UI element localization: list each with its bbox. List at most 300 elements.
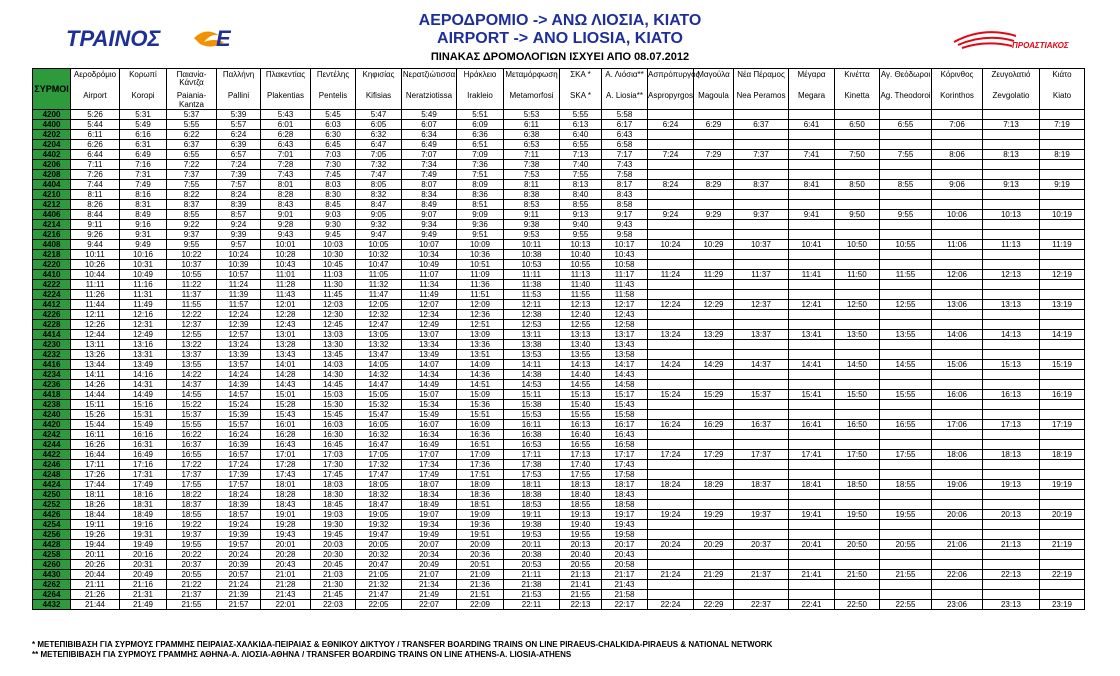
departure-time: 18:53 xyxy=(504,500,560,510)
departure-time: 9:07 xyxy=(402,210,457,220)
departure-time: 17:36 xyxy=(457,460,504,470)
departure-time: 6:34 xyxy=(402,130,457,140)
departure-time: 22:37 xyxy=(734,600,789,610)
departure-time xyxy=(835,550,880,560)
departure-time: 6:55 xyxy=(167,150,217,160)
departure-time xyxy=(835,200,880,210)
departure-time: 18:32 xyxy=(356,490,402,500)
departure-time: 17:47 xyxy=(356,470,402,480)
departure-time xyxy=(734,370,789,380)
departure-time xyxy=(694,170,734,180)
departure-time xyxy=(835,160,880,170)
departure-time xyxy=(835,230,880,240)
departure-time xyxy=(789,550,835,560)
departure-time: 11:06 xyxy=(932,240,983,250)
departure-time: 18:30 xyxy=(311,490,356,500)
departure-time: 9:53 xyxy=(504,230,560,240)
station-name-greek: Νέα Πέραμος xyxy=(737,70,785,79)
table-row xyxy=(33,240,1085,250)
train-number: 4214 xyxy=(33,220,71,230)
departure-time: 14:22 xyxy=(167,370,217,380)
train-number: 4420 xyxy=(33,420,71,430)
departure-time: 17:24 xyxy=(217,460,261,470)
departure-time: 13:50 xyxy=(835,330,880,340)
departure-time: 15:05 xyxy=(356,390,402,400)
departure-time xyxy=(983,290,1040,300)
departure-time xyxy=(694,410,734,420)
departure-time: 21:24 xyxy=(648,570,694,580)
departure-time: 18:37 xyxy=(167,500,217,510)
train-number: 4404 xyxy=(33,180,71,190)
departure-time: 11:01 xyxy=(261,270,311,280)
departure-time: 15:36 xyxy=(457,400,504,410)
departure-time xyxy=(648,460,694,470)
departure-time: 7:57 xyxy=(217,180,261,190)
departure-time: 14:13 xyxy=(983,330,1040,340)
departure-time: 13:13 xyxy=(560,330,602,340)
departure-time: 8:22 xyxy=(167,190,217,200)
departure-time: 19:58 xyxy=(602,530,648,540)
departure-time xyxy=(648,190,694,200)
departure-time: 12:32 xyxy=(356,310,402,320)
departure-time xyxy=(648,490,694,500)
table-row xyxy=(33,340,1085,350)
departure-time: 12:13 xyxy=(983,270,1040,280)
departure-time: 12:17 xyxy=(602,300,648,310)
departure-time: 18:49 xyxy=(402,500,457,510)
departure-time: 21:30 xyxy=(311,580,356,590)
station-name-greek: Ασπρόπυργος xyxy=(648,70,700,79)
departure-time: 8:55 xyxy=(880,180,932,190)
station-name-english: Nea Peramos xyxy=(736,91,786,100)
departure-time: 12:37 xyxy=(734,300,789,310)
departure-time xyxy=(932,350,983,360)
departure-time: 6:41 xyxy=(789,120,835,130)
departure-time: 14:03 xyxy=(311,360,356,370)
departure-time: 20:17 xyxy=(602,540,648,550)
train-number: 4236 xyxy=(33,380,71,390)
table-row xyxy=(33,280,1085,290)
departure-time: 21:50 xyxy=(835,570,880,580)
departure-time: 7:45 xyxy=(311,170,356,180)
departure-time: 13:16 xyxy=(120,340,167,350)
departure-time xyxy=(734,470,789,480)
departure-time: 15:22 xyxy=(167,400,217,410)
departure-time xyxy=(1040,220,1085,230)
departure-time xyxy=(648,320,694,330)
departure-time: 12:44 xyxy=(71,330,120,340)
departure-time: 17:19 xyxy=(1040,420,1085,430)
departure-time xyxy=(932,530,983,540)
departure-time: 16:50 xyxy=(835,420,880,430)
departure-time: 22:41 xyxy=(789,600,835,610)
departure-time: 19:05 xyxy=(356,510,402,520)
departure-time: 9:58 xyxy=(602,230,648,240)
departure-time xyxy=(880,460,932,470)
departure-time: 21:55 xyxy=(880,570,932,580)
departure-time: 7:22 xyxy=(167,160,217,170)
departure-time xyxy=(835,460,880,470)
table-row xyxy=(33,250,1085,260)
departure-time: 13:32 xyxy=(356,340,402,350)
departure-time xyxy=(880,280,932,290)
departure-time: 21:49 xyxy=(120,600,167,610)
train-number: 4410 xyxy=(33,270,71,280)
departure-time: 10:19 xyxy=(1040,210,1085,220)
table-row xyxy=(33,350,1085,360)
departure-time: 9:09 xyxy=(457,210,504,220)
departure-time: 8:44 xyxy=(71,210,120,220)
departure-time xyxy=(1040,560,1085,570)
departure-time xyxy=(932,110,983,120)
departure-time: 17:30 xyxy=(311,460,356,470)
departure-time xyxy=(1040,260,1085,270)
departure-time: 20:22 xyxy=(167,550,217,560)
departure-time: 16:40 xyxy=(560,430,602,440)
departure-time: 11:07 xyxy=(402,270,457,280)
departure-time xyxy=(734,380,789,390)
departure-time: 20:53 xyxy=(504,560,560,570)
station-name-greek: Μεταμόρφωση xyxy=(505,70,558,79)
departure-time: 22:19 xyxy=(1040,570,1085,580)
departure-time xyxy=(983,280,1040,290)
departure-time: 10:55 xyxy=(560,260,602,270)
departure-time: 9:26 xyxy=(71,230,120,240)
departure-time: 16:13 xyxy=(560,420,602,430)
departure-time xyxy=(983,430,1040,440)
departure-time: 13:13 xyxy=(983,300,1040,310)
column-header-station xyxy=(167,69,217,110)
departure-time xyxy=(880,170,932,180)
departure-time: 9:05 xyxy=(356,210,402,220)
departure-time: 12:49 xyxy=(402,320,457,330)
departure-time xyxy=(648,580,694,590)
departure-time: 8:37 xyxy=(167,200,217,210)
departure-time: 19:24 xyxy=(648,510,694,520)
departure-time: 18:19 xyxy=(1040,450,1085,460)
departure-time: 17:17 xyxy=(602,450,648,460)
departure-time: 17:43 xyxy=(602,460,648,470)
departure-time xyxy=(789,490,835,500)
departure-time: 9:32 xyxy=(356,220,402,230)
departure-time: 9:49 xyxy=(402,230,457,240)
departure-time xyxy=(734,560,789,570)
departure-time xyxy=(789,170,835,180)
departure-time: 11:38 xyxy=(504,280,560,290)
departure-time: 12:19 xyxy=(1040,270,1085,280)
departure-time: 18:11 xyxy=(504,480,560,490)
departure-time xyxy=(880,560,932,570)
departure-time: 10:47 xyxy=(356,260,402,270)
departure-time: 13:11 xyxy=(504,330,560,340)
departure-time: 10:30 xyxy=(311,250,356,260)
departure-time xyxy=(734,430,789,440)
train-number: 4432 xyxy=(33,600,71,610)
departure-time xyxy=(648,220,694,230)
departure-time xyxy=(789,500,835,510)
departure-time: 19:13 xyxy=(560,510,602,520)
departure-time: 5:49 xyxy=(120,120,167,130)
departure-time xyxy=(789,580,835,590)
departure-time: 7:49 xyxy=(402,170,457,180)
table-row xyxy=(33,360,1085,370)
departure-time: 18:50 xyxy=(835,480,880,490)
station-name-english: Koropi xyxy=(131,91,155,100)
departure-time: 13:28 xyxy=(261,340,311,350)
departure-time xyxy=(648,340,694,350)
departure-time: 19:49 xyxy=(120,540,167,550)
departure-time: 9:38 xyxy=(504,220,560,230)
departure-time: 13:17 xyxy=(602,330,648,340)
departure-time xyxy=(734,580,789,590)
column-header-station xyxy=(1040,69,1085,110)
departure-time xyxy=(983,140,1040,150)
departure-time: 12:11 xyxy=(504,300,560,310)
departure-time: 9:13 xyxy=(560,210,602,220)
departure-time: 17:32 xyxy=(356,460,402,470)
departure-time: 17:31 xyxy=(120,470,167,480)
departure-time: 8:26 xyxy=(71,200,120,210)
departure-time: 5:43 xyxy=(261,110,311,120)
departure-time: 16:43 xyxy=(602,430,648,440)
departure-time xyxy=(1040,430,1085,440)
station-name-greek: Νερατζιώτισσα xyxy=(402,70,456,79)
departure-time: 22:13 xyxy=(560,600,602,610)
departure-time: 7:30 xyxy=(311,160,356,170)
table-row xyxy=(33,160,1085,170)
departure-time: 9:45 xyxy=(311,230,356,240)
departure-time xyxy=(694,560,734,570)
departure-time: 8:41 xyxy=(789,180,835,190)
station-name-greek: Κιάτο xyxy=(1052,70,1072,79)
departure-time: 12:16 xyxy=(120,310,167,320)
departure-time xyxy=(694,290,734,300)
departure-time xyxy=(983,230,1040,240)
departure-time: 6:40 xyxy=(560,130,602,140)
station-name-english: Metamorfosi xyxy=(509,91,554,100)
departure-time xyxy=(983,590,1040,600)
train-number: 4232 xyxy=(33,350,71,360)
departure-time: 16:19 xyxy=(1040,390,1085,400)
departure-time: 16:13 xyxy=(983,390,1040,400)
departure-time xyxy=(1040,400,1085,410)
departure-time: 11:37 xyxy=(734,270,789,280)
departure-time: 12:57 xyxy=(217,330,261,340)
departure-time xyxy=(932,200,983,210)
departure-time: 19:34 xyxy=(402,520,457,530)
departure-time: 10:55 xyxy=(167,270,217,280)
table-row xyxy=(33,220,1085,230)
departure-time: 11:50 xyxy=(835,270,880,280)
departure-time: 5:58 xyxy=(602,110,648,120)
departure-time xyxy=(932,560,983,570)
departure-time: 6:36 xyxy=(457,130,504,140)
departure-time: 21:11 xyxy=(504,570,560,580)
departure-time xyxy=(1040,190,1085,200)
table-row xyxy=(33,560,1085,570)
departure-time: 6:43 xyxy=(261,140,311,150)
departure-time: 23:06 xyxy=(932,600,983,610)
departure-time xyxy=(983,160,1040,170)
departure-time: 10:26 xyxy=(71,260,120,270)
departure-time xyxy=(734,170,789,180)
departure-time: 5:51 xyxy=(457,110,504,120)
departure-time xyxy=(880,580,932,590)
table-row xyxy=(33,570,1085,580)
departure-time: 12:43 xyxy=(602,310,648,320)
departure-time: 7:40 xyxy=(560,160,602,170)
departure-time xyxy=(880,260,932,270)
departure-time xyxy=(880,410,932,420)
departure-time: 9:11 xyxy=(71,220,120,230)
departure-time: 8:32 xyxy=(356,190,402,200)
departure-time: 10:34 xyxy=(402,250,457,260)
departure-time: 15:26 xyxy=(71,410,120,420)
station-name-greek: Κορωπί xyxy=(129,70,157,79)
departure-time: 17:11 xyxy=(71,460,120,470)
departure-time: 20:49 xyxy=(402,560,457,570)
departure-time: 14:29 xyxy=(694,360,734,370)
departure-time: 20:13 xyxy=(560,540,602,550)
departure-time: 19:53 xyxy=(504,530,560,540)
departure-time: 10:53 xyxy=(504,260,560,270)
station-name-greek: Μαγούλα xyxy=(697,70,730,79)
departure-time: 13:06 xyxy=(932,300,983,310)
departure-time xyxy=(983,550,1040,560)
departure-time: 11:09 xyxy=(457,270,504,280)
departure-time: 7:19 xyxy=(1040,120,1085,130)
departure-time xyxy=(789,230,835,240)
departure-time: 21:22 xyxy=(167,580,217,590)
departure-time: 6:11 xyxy=(504,120,560,130)
departure-time: 15:49 xyxy=(402,410,457,420)
departure-time xyxy=(1040,490,1085,500)
departure-time: 18:34 xyxy=(402,490,457,500)
departure-time: 12:30 xyxy=(311,310,356,320)
departure-time: 5:55 xyxy=(560,110,602,120)
departure-time: 6:57 xyxy=(217,150,261,160)
station-name-greek: Παλλήνη xyxy=(222,70,255,79)
departure-time: 17:41 xyxy=(789,450,835,460)
train-number: 4408 xyxy=(33,240,71,250)
departure-time xyxy=(694,340,734,350)
departure-time xyxy=(789,290,835,300)
departure-time xyxy=(648,230,694,240)
departure-time: 19:11 xyxy=(504,510,560,520)
departure-time: 16:38 xyxy=(504,430,560,440)
departure-time: 18:05 xyxy=(356,480,402,490)
departure-time: 10:49 xyxy=(120,270,167,280)
train-number: 4264 xyxy=(33,590,71,600)
departure-time: 19:28 xyxy=(261,520,311,530)
departure-time: 21:03 xyxy=(311,570,356,580)
departure-time: 16:55 xyxy=(167,450,217,460)
departure-time xyxy=(734,200,789,210)
departure-time: 14:24 xyxy=(217,370,261,380)
departure-time: 15:31 xyxy=(120,410,167,420)
departure-time: 17:09 xyxy=(457,450,504,460)
departure-time xyxy=(835,430,880,440)
departure-time: 7:55 xyxy=(167,180,217,190)
departure-time: 9:36 xyxy=(457,220,504,230)
departure-time xyxy=(734,160,789,170)
departure-time: 11:26 xyxy=(71,290,120,300)
departure-time xyxy=(648,430,694,440)
departure-time: 16:24 xyxy=(648,420,694,430)
departure-time xyxy=(880,370,932,380)
departure-time: 13:55 xyxy=(880,330,932,340)
departure-time: 6:47 xyxy=(356,140,402,150)
departure-time: 12:36 xyxy=(457,310,504,320)
table-row xyxy=(33,540,1085,550)
departure-time xyxy=(835,190,880,200)
departure-time: 12:13 xyxy=(560,300,602,310)
departure-time: 16:34 xyxy=(402,430,457,440)
departure-time: 10:24 xyxy=(217,250,261,260)
station-name-english: Aspropyrgos xyxy=(648,91,693,100)
departure-time xyxy=(880,380,932,390)
departure-time xyxy=(734,260,789,270)
departure-time: 19:50 xyxy=(835,510,880,520)
departure-time xyxy=(734,130,789,140)
departure-time xyxy=(983,500,1040,510)
departure-time: 21:29 xyxy=(694,570,734,580)
departure-time: 15:47 xyxy=(356,410,402,420)
departure-time: 9:37 xyxy=(167,230,217,240)
train-number: 4212 xyxy=(33,200,71,210)
departure-time: 8:28 xyxy=(261,190,311,200)
departure-time: 19:07 xyxy=(402,510,457,520)
departure-time: 11:34 xyxy=(402,280,457,290)
departure-time xyxy=(648,380,694,390)
departure-time: 6:58 xyxy=(602,140,648,150)
timetable xyxy=(32,68,1085,610)
departure-time: 7:06 xyxy=(932,120,983,130)
departure-time: 18:17 xyxy=(602,480,648,490)
departure-time: 11:49 xyxy=(120,300,167,310)
departure-time: 13:49 xyxy=(402,350,457,360)
departure-time: 15:37 xyxy=(734,390,789,400)
departure-time: 18:47 xyxy=(356,500,402,510)
departure-time: 21:13 xyxy=(983,540,1040,550)
departure-time xyxy=(983,440,1040,450)
departure-time xyxy=(694,550,734,560)
departure-time: 8:24 xyxy=(648,180,694,190)
departure-time xyxy=(1040,110,1085,120)
departure-time: 18:03 xyxy=(311,480,356,490)
departure-time: 19:11 xyxy=(71,520,120,530)
column-header-station xyxy=(120,69,167,110)
departure-time: 18:31 xyxy=(120,500,167,510)
departure-time xyxy=(932,430,983,440)
departure-time xyxy=(932,590,983,600)
departure-time: 10:06 xyxy=(932,210,983,220)
departure-time: 15:45 xyxy=(311,410,356,420)
departure-time xyxy=(694,220,734,230)
departure-time xyxy=(734,110,789,120)
table-row xyxy=(33,490,1085,500)
departure-time: 6:22 xyxy=(167,130,217,140)
departure-time: 14:36 xyxy=(457,370,504,380)
departure-time: 8:49 xyxy=(120,210,167,220)
departure-time: 18:57 xyxy=(217,510,261,520)
departure-time xyxy=(880,340,932,350)
departure-time: 11:03 xyxy=(311,270,356,280)
departure-time: 10:31 xyxy=(120,260,167,270)
departure-time: 19:55 xyxy=(167,540,217,550)
departure-time xyxy=(983,190,1040,200)
departure-time: 5:39 xyxy=(217,110,261,120)
